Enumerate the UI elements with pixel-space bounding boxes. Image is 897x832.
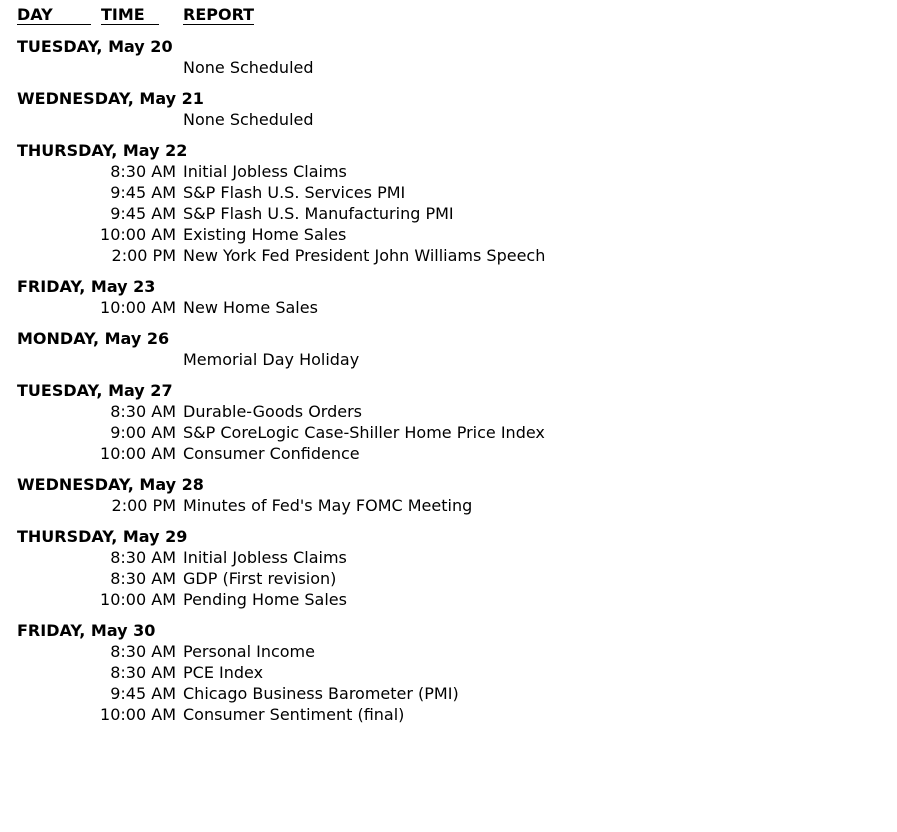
event-time: 10:00 AM (100, 590, 176, 609)
day-block (17, 276, 877, 318)
event-report: Pending Home Sales (183, 590, 347, 609)
event-report: None Scheduled (183, 110, 314, 129)
event-report: Consumer Confidence (183, 444, 360, 463)
event-report: Initial Jobless Claims (183, 162, 347, 181)
event-row (17, 224, 877, 245)
event-report: None Scheduled (183, 58, 314, 77)
event-report: New Home Sales (183, 298, 318, 317)
event-report: Personal Income (183, 642, 315, 661)
event-row (17, 443, 877, 464)
day-label: MONDAY, May 26 (17, 329, 170, 348)
day-label: THURSDAY, May 29 (17, 527, 188, 546)
event-row (17, 495, 877, 516)
event-report: Memorial Day Holiday (183, 350, 360, 369)
event-report: S&P Flash U.S. Manufacturing PMI (183, 204, 454, 223)
event-time: 8:30 AM (110, 402, 176, 421)
day-block (17, 36, 877, 78)
event-time: 8:30 AM (110, 642, 176, 661)
event-row (17, 422, 877, 443)
event-row (17, 568, 877, 589)
event-report: Chicago Business Barometer (PMI) (183, 684, 459, 703)
day-label: THURSDAY, May 22 (17, 141, 188, 160)
event-time: 8:30 AM (110, 569, 176, 588)
event-row (17, 109, 877, 130)
event-time: 10:00 AM (100, 444, 176, 463)
column-headers (17, 4, 877, 26)
event-time: 10:00 AM (100, 225, 176, 244)
event-row (17, 203, 877, 224)
event-row (17, 297, 877, 318)
day-block (17, 474, 877, 516)
event-time: 9:45 AM (110, 183, 176, 202)
event-report: Durable-Goods Orders (183, 402, 363, 421)
event-report: New York Fed President John Williams Speech (183, 246, 546, 265)
event-row (17, 683, 877, 704)
event-report: Initial Jobless Claims (183, 548, 347, 567)
day-label: WEDNESDAY, May 28 (17, 475, 204, 494)
event-time: 8:30 AM (110, 162, 176, 181)
day-block (17, 526, 877, 610)
event-row (17, 57, 877, 78)
event-time: 2:00 PM (111, 496, 176, 515)
event-time: 8:30 AM (110, 548, 176, 567)
event-time: 2:00 PM (111, 246, 176, 265)
event-report: S&P CoreLogic Case-Shiller Home Price Index (183, 423, 545, 442)
day-block (17, 140, 877, 266)
day-label: WEDNESDAY, May 21 (17, 89, 204, 108)
event-report: PCE Index (183, 663, 264, 682)
day-block (17, 328, 877, 370)
economic-calendar (17, 4, 877, 725)
header-report: REPORT (183, 5, 255, 24)
header-time: TIME (101, 6, 159, 25)
event-report: Minutes of Fed's May FOMC Meeting (183, 496, 473, 515)
event-row (17, 589, 877, 610)
event-time: 9:00 AM (110, 423, 176, 442)
event-row (17, 547, 877, 568)
event-report: GDP (First revision) (183, 569, 337, 588)
event-row (17, 641, 877, 662)
event-row (17, 662, 877, 683)
schedule-list (17, 36, 877, 725)
day-label: TUESDAY, May 20 (17, 37, 173, 56)
day-label: FRIDAY, May 30 (17, 621, 156, 640)
day-block (17, 620, 877, 725)
day-block (17, 380, 877, 464)
day-label: TUESDAY, May 27 (17, 381, 173, 400)
event-report: Consumer Sentiment (final) (183, 705, 405, 724)
event-time: 10:00 AM (100, 705, 176, 724)
event-time: 10:00 AM (100, 298, 176, 317)
event-row (17, 704, 877, 725)
event-row (17, 349, 877, 370)
day-block (17, 88, 877, 130)
event-row (17, 245, 877, 266)
header-day: DAY (17, 6, 91, 25)
event-row (17, 182, 877, 203)
event-row (17, 161, 877, 182)
event-report: Existing Home Sales (183, 225, 347, 244)
event-report: S&P Flash U.S. Services PMI (183, 183, 406, 202)
day-label: FRIDAY, May 23 (17, 277, 156, 296)
event-time: 9:45 AM (110, 684, 176, 703)
event-row (17, 401, 877, 422)
event-time: 8:30 AM (110, 663, 176, 682)
event-time: 9:45 AM (110, 204, 176, 223)
